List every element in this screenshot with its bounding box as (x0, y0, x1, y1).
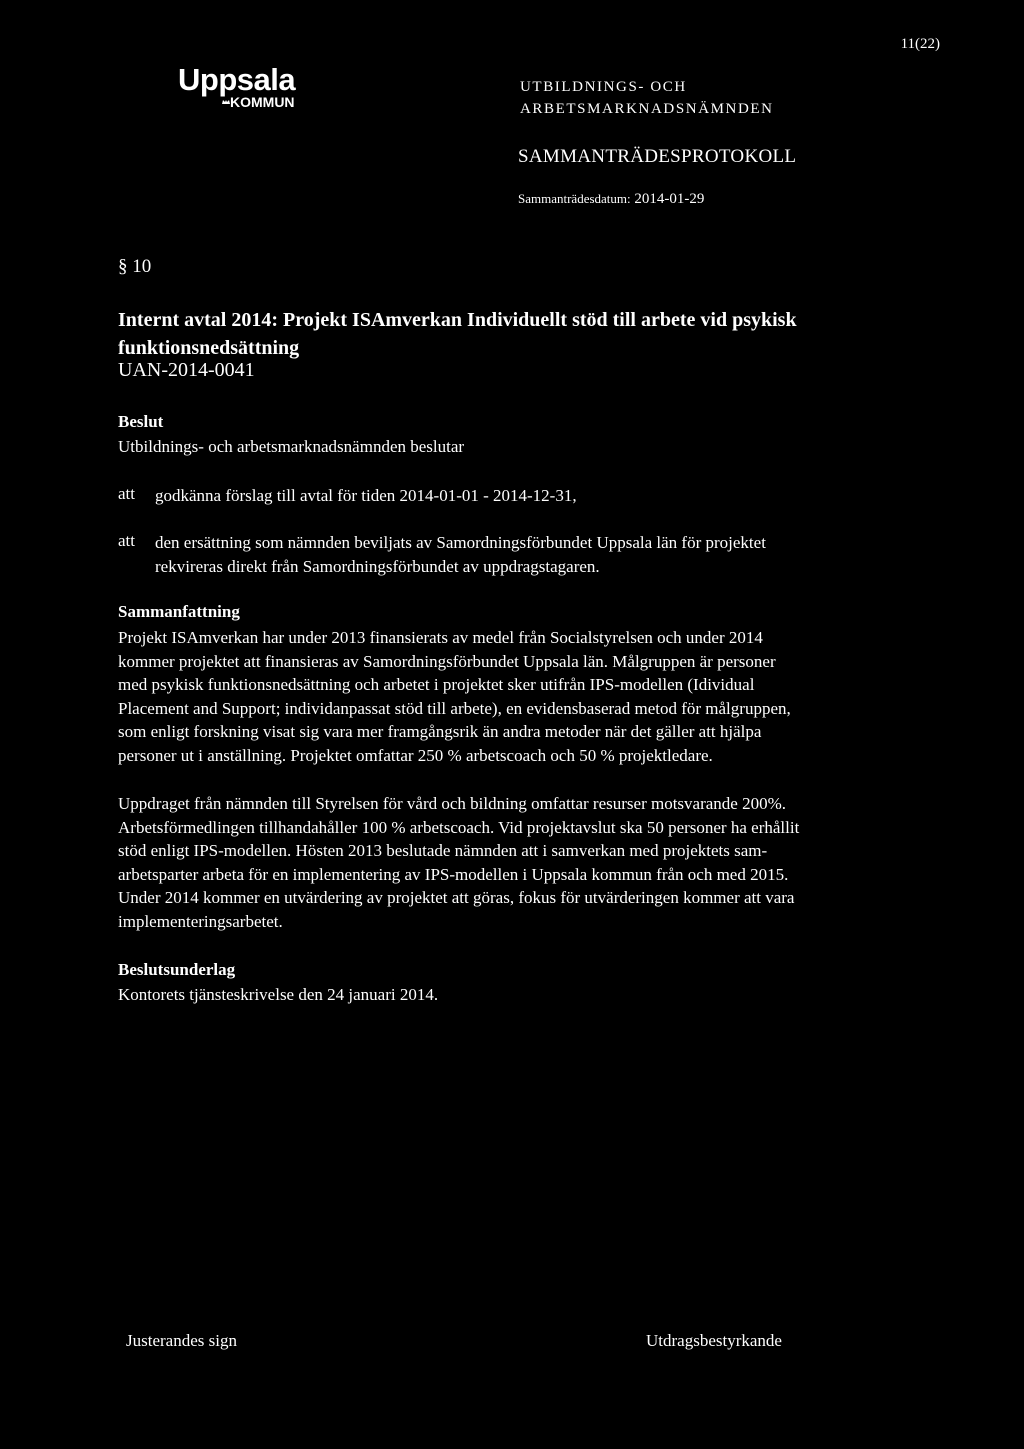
item-title-line-2: funktionsnedsättning (118, 337, 300, 359)
summary-line: implementeringsarbetet. (118, 911, 283, 931)
logo-crown-icon (222, 100, 230, 104)
decision-text-line-1: den ersättning som nämnden beviljats av Samordningsförbundet Uppsala län för projektet (155, 533, 766, 552)
decision-prefix: att (118, 531, 135, 550)
paragraph-number: § 10 (118, 256, 152, 277)
sammanfattning-heading: Sammanfattning (118, 602, 240, 621)
organization-name (520, 76, 774, 120)
summary-line: Projekt ISAmverkan har under 2013 finansierats av medel från Socialstyrelsen och under 2014 (118, 628, 763, 647)
logo-wordmark: Uppsala (178, 62, 296, 97)
organization-line-2: ARBETSMARKNADSNÄMNDEN (520, 101, 774, 117)
beslutsunderlag-heading: Beslutsunderlag (118, 960, 236, 979)
case-number: UAN-2014-0041 (118, 359, 255, 381)
logo-subtext: KOMMUN (230, 94, 295, 110)
meeting-date (518, 191, 704, 208)
footer-justerandes-sign: Justerandes sign (126, 1331, 237, 1350)
decision-prefix: att (118, 484, 135, 503)
summary-line: Placement and Support; individanpassat stöd till arbete), en evidensbaserad metod för målgruppen, (118, 698, 791, 718)
organization-line-1: UTBILDNINGS- OCH (520, 79, 687, 95)
meeting-date-value: 2014-01-29 (634, 191, 705, 207)
document-title: SAMMANTRÄDESPROTOKOLL (518, 146, 797, 167)
footer-utdragsbestyrkande: Utdragsbestyrkande (646, 1331, 782, 1350)
meeting-date-label: Sammanträdesdatum: (518, 191, 631, 206)
decision-text (155, 531, 955, 578)
summary-paragraph-2 (118, 792, 958, 933)
summary-paragraph-1 (118, 626, 958, 767)
summary-line: som enligt forskning visat sig vara mer framgångsrik än andra metoder när det gäller att hjälpa (118, 722, 762, 741)
item-title-line-1: Internt avtal 2014: Projekt ISAmverkan Individuellt stöd till arbete vid psykisk (118, 309, 797, 331)
beslut-intro: Utbildnings- och arbetsmarknadsnämnden beslutar (118, 437, 465, 456)
summary-line: Uppdraget från nämnden till Styrelsen för vård och bildning omfattar resurser motsvarande 200%. (118, 794, 786, 813)
decision-text: godkänna förslag till avtal för tiden 2014-01-01 - 2014-12-31, (155, 486, 577, 505)
summary-line: kommer projektet att finansieras av Samordningsförbundet Uppsala län. Målgruppen är personer (118, 651, 776, 671)
summary-line: Arbetsförmedlingen tillhandahåller 100 % arbetscoach. Vid projektavslut ska 50 personer ha erhållit (118, 817, 800, 837)
item-title (118, 306, 948, 362)
decision-text-line-2: rekvireras direkt från Samordningsförbundet av uppdragstagaren. (155, 556, 600, 576)
beslutsunderlag-text: Kontorets tjänsteskrivelse den 24 januari 2014. (118, 985, 439, 1004)
summary-line: med psykisk funktionsnedsättning och arbetet i projektet sker utifrån IPS-modellen (Idividual (118, 675, 755, 694)
page-number: 11(22) (900, 36, 940, 52)
summary-line: personer ut i anställning. Projektet omfattar 250 % arbetscoach och 50 % projektledare. (118, 745, 713, 765)
summary-line: stöd enligt IPS-modellen. Hösten 2013 beslutade nämnden att i samverkan med projektets sam- (118, 841, 768, 860)
summary-line: arbetsparter arbeta för en implementering av IPS-modellen i Uppsala kommun från och med 2015. (118, 864, 789, 884)
uppsala-kommun-logo (178, 62, 338, 116)
summary-line: Under 2014 kommer en utvärdering av projektet att göras, fokus för utvärderingen kommer att vara (118, 888, 795, 907)
beslut-heading: Beslut (118, 412, 164, 431)
